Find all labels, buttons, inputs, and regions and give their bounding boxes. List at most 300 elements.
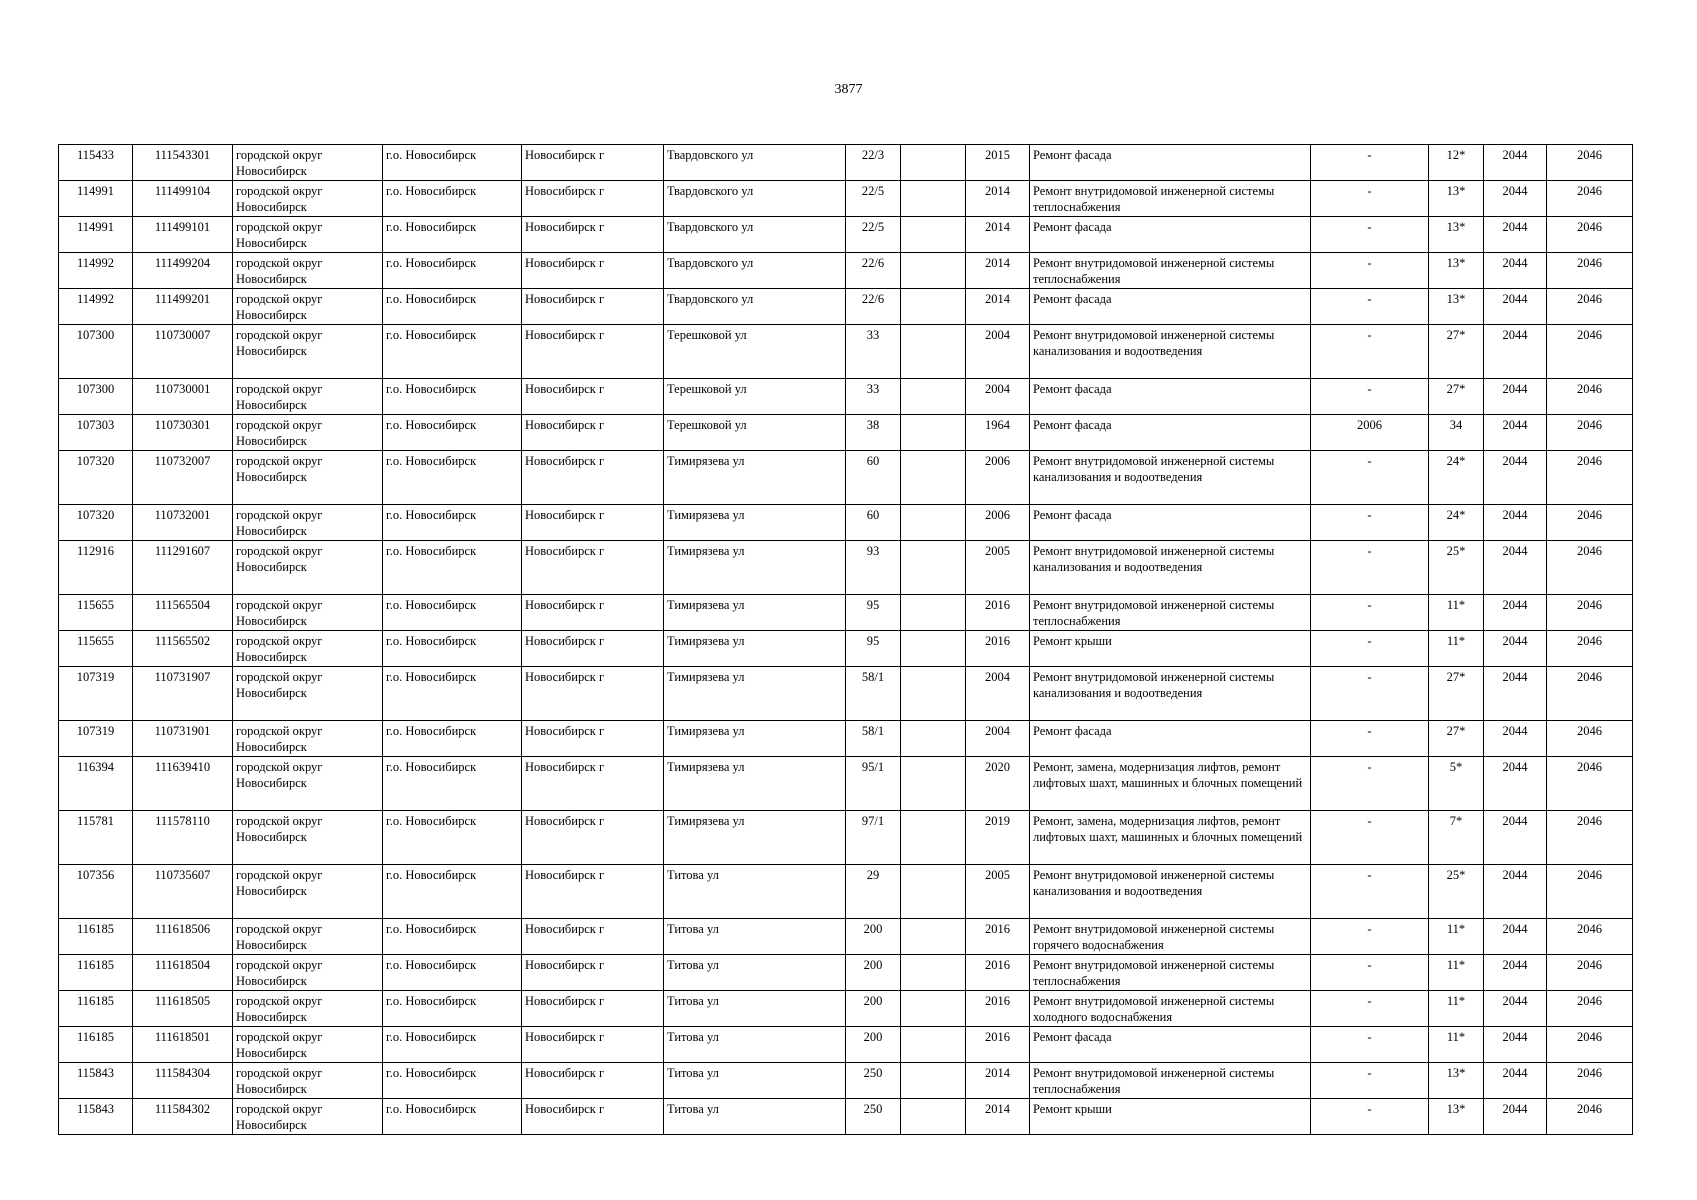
house-id-cell: 112916	[59, 541, 133, 595]
table-row	[59, 253, 1633, 289]
plan-start-year-cell: 2044	[1484, 955, 1547, 991]
table-row	[59, 217, 1633, 253]
district-cell: г.о. Новосибирск	[383, 757, 522, 811]
city-cell: Новосибирск г	[522, 667, 664, 721]
plan-start-year-cell: 2044	[1484, 217, 1547, 253]
last-repair-year-cell: -	[1311, 955, 1429, 991]
city-cell: Новосибирск г	[522, 181, 664, 217]
work-type-cell: Ремонт внутридомовой инженерной системы холодного водоснабжения	[1030, 991, 1311, 1027]
plan-start-year-cell: 2044	[1484, 667, 1547, 721]
district-cell: г.о. Новосибирск	[383, 145, 522, 181]
plan-end-year-cell: 2046	[1547, 991, 1633, 1027]
table-row	[59, 757, 1633, 811]
house-number-cell: 58/1	[846, 667, 901, 721]
table-row	[59, 505, 1633, 541]
house-id-cell: 115655	[59, 631, 133, 667]
plan-end-year-cell: 2046	[1547, 289, 1633, 325]
house-id-cell: 115781	[59, 811, 133, 865]
building-cell	[901, 1063, 966, 1099]
city-cell: Новосибирск г	[522, 1099, 664, 1135]
last-repair-year-cell: -	[1311, 757, 1429, 811]
table-row	[59, 379, 1633, 415]
district-cell: г.о. Новосибирск	[383, 919, 522, 955]
city-cell: Новосибирск г	[522, 631, 664, 667]
work-type-cell: Ремонт внутридомовой инженерной системы теплоснабжения	[1030, 181, 1311, 217]
last-repair-year-cell: -	[1311, 811, 1429, 865]
record-id-cell: 110731907	[133, 667, 233, 721]
municipality-cell: городской округ Новосибирск	[233, 595, 383, 631]
building-cell	[901, 667, 966, 721]
municipality-cell: городской округ Новосибирск	[233, 991, 383, 1027]
record-id-cell: 111499204	[133, 253, 233, 289]
work-type-cell: Ремонт внутридомовой инженерной системы теплоснабжения	[1030, 1063, 1311, 1099]
house-id-cell: 107300	[59, 325, 133, 379]
work-type-cell: Ремонт фасада	[1030, 145, 1311, 181]
street-cell: Твардовского ул	[664, 253, 846, 289]
table-row	[59, 991, 1633, 1027]
house-number-cell: 22/5	[846, 181, 901, 217]
house-id-cell: 115433	[59, 145, 133, 181]
plan-start-year-cell: 2044	[1484, 1099, 1547, 1135]
commission-year-cell: 2016	[966, 631, 1030, 667]
work-type-cell: Ремонт крыши	[1030, 1099, 1311, 1135]
street-cell: Тимирязева ул	[664, 541, 846, 595]
work-type-cell: Ремонт внутридомовой инженерной системы канализования и водоотведения	[1030, 667, 1311, 721]
house-id-cell: 116394	[59, 757, 133, 811]
commission-year-cell: 2006	[966, 505, 1030, 541]
work-type-cell: Ремонт крыши	[1030, 631, 1311, 667]
record-id-cell: 111618506	[133, 919, 233, 955]
plan-end-year-cell: 2046	[1547, 325, 1633, 379]
street-cell: Тимирязева ул	[664, 505, 846, 541]
district-cell: г.о. Новосибирск	[383, 415, 522, 451]
district-cell: г.о. Новосибирск	[383, 721, 522, 757]
page-number: 3877	[834, 82, 863, 97]
city-cell: Новосибирск г	[522, 415, 664, 451]
building-cell	[901, 595, 966, 631]
house-number-cell: 95	[846, 631, 901, 667]
street-cell: Титова ул	[664, 919, 846, 955]
table-row	[59, 289, 1633, 325]
plan-start-year-cell: 2044	[1484, 145, 1547, 181]
service-life-cell: 27*	[1429, 667, 1484, 721]
district-cell: г.о. Новосибирск	[383, 865, 522, 919]
plan-end-year-cell: 2046	[1547, 919, 1633, 955]
work-type-cell: Ремонт фасада	[1030, 721, 1311, 757]
building-cell	[901, 181, 966, 217]
last-repair-year-cell: -	[1311, 595, 1429, 631]
last-repair-year-cell: -	[1311, 253, 1429, 289]
building-cell	[901, 541, 966, 595]
house-id-cell: 114991	[59, 181, 133, 217]
record-id-cell: 110732001	[133, 505, 233, 541]
commission-year-cell: 2014	[966, 1099, 1030, 1135]
district-cell: г.о. Новосибирск	[383, 289, 522, 325]
commission-year-cell: 2014	[966, 181, 1030, 217]
house-number-cell: 33	[846, 325, 901, 379]
building-cell	[901, 415, 966, 451]
work-type-cell: Ремонт, замена, модернизация лифтов, ремонт лифтовых шахт, машинных и блочных помещений	[1030, 757, 1311, 811]
plan-start-year-cell: 2044	[1484, 541, 1547, 595]
house-number-cell: 22/5	[846, 217, 901, 253]
city-cell: Новосибирск г	[522, 919, 664, 955]
work-type-cell: Ремонт внутридомовой инженерной системы канализования и водоотведения	[1030, 865, 1311, 919]
city-cell: Новосибирск г	[522, 991, 664, 1027]
plan-start-year-cell: 2044	[1484, 991, 1547, 1027]
building-cell	[901, 991, 966, 1027]
street-cell: Титова ул	[664, 1027, 846, 1063]
house-number-cell: 60	[846, 505, 901, 541]
city-cell: Новосибирск г	[522, 451, 664, 505]
street-cell: Тимирязева ул	[664, 757, 846, 811]
municipality-cell: городской округ Новосибирск	[233, 145, 383, 181]
building-cell	[901, 757, 966, 811]
record-id-cell: 111618505	[133, 991, 233, 1027]
house-number-cell: 33	[846, 379, 901, 415]
plan-end-year-cell: 2046	[1547, 541, 1633, 595]
city-cell: Новосибирск г	[522, 955, 664, 991]
record-id-cell: 110732007	[133, 451, 233, 505]
house-number-cell: 200	[846, 1027, 901, 1063]
service-life-cell: 13*	[1429, 289, 1484, 325]
service-life-cell: 11*	[1429, 631, 1484, 667]
house-id-cell: 115843	[59, 1063, 133, 1099]
city-cell: Новосибирск г	[522, 1063, 664, 1099]
table-row	[59, 1099, 1633, 1135]
work-type-cell: Ремонт фасада	[1030, 505, 1311, 541]
district-cell: г.о. Новосибирск	[383, 631, 522, 667]
table-row	[59, 1027, 1633, 1063]
last-repair-year-cell: -	[1311, 289, 1429, 325]
municipality-cell: городской округ Новосибирск	[233, 721, 383, 757]
district-cell: г.о. Новосибирск	[383, 595, 522, 631]
last-repair-year-cell: -	[1311, 721, 1429, 757]
table-row	[59, 919, 1633, 955]
building-cell	[901, 289, 966, 325]
commission-year-cell: 2004	[966, 721, 1030, 757]
commission-year-cell: 1964	[966, 415, 1030, 451]
city-cell: Новосибирск г	[522, 757, 664, 811]
plan-start-year-cell: 2044	[1484, 325, 1547, 379]
district-cell: г.о. Новосибирск	[383, 1099, 522, 1135]
building-cell	[901, 811, 966, 865]
record-id-cell: 111584302	[133, 1099, 233, 1135]
service-life-cell: 7*	[1429, 811, 1484, 865]
district-cell: г.о. Новосибирск	[383, 667, 522, 721]
city-cell: Новосибирск г	[522, 541, 664, 595]
work-type-cell: Ремонт внутридомовой инженерной системы теплоснабжения	[1030, 955, 1311, 991]
record-id-cell: 111618501	[133, 1027, 233, 1063]
commission-year-cell: 2005	[966, 865, 1030, 919]
house-number-cell: 22/3	[846, 145, 901, 181]
registry-body	[59, 145, 1633, 1135]
table-row	[59, 451, 1633, 505]
last-repair-year-cell: -	[1311, 325, 1429, 379]
municipality-cell: городской округ Новосибирск	[233, 1027, 383, 1063]
street-cell: Терешковой ул	[664, 325, 846, 379]
last-repair-year-cell: -	[1311, 991, 1429, 1027]
plan-end-year-cell: 2046	[1547, 217, 1633, 253]
table-row	[59, 721, 1633, 757]
street-cell: Терешковой ул	[664, 379, 846, 415]
municipality-cell: городской округ Новосибирск	[233, 253, 383, 289]
municipality-cell: городской округ Новосибирск	[233, 865, 383, 919]
plan-start-year-cell: 2044	[1484, 379, 1547, 415]
commission-year-cell: 2014	[966, 1063, 1030, 1099]
commission-year-cell: 2016	[966, 595, 1030, 631]
commission-year-cell: 2014	[966, 217, 1030, 253]
table-row	[59, 145, 1633, 181]
house-id-cell: 107356	[59, 865, 133, 919]
street-cell: Титова ул	[664, 1063, 846, 1099]
district-cell: г.о. Новосибирск	[383, 1027, 522, 1063]
record-id-cell: 111618504	[133, 955, 233, 991]
commission-year-cell: 2014	[966, 289, 1030, 325]
work-type-cell: Ремонт внутридомовой инженерной системы горячего водоснабжения	[1030, 919, 1311, 955]
record-id-cell: 111584304	[133, 1063, 233, 1099]
plan-end-year-cell: 2046	[1547, 1099, 1633, 1135]
city-cell: Новосибирск г	[522, 289, 664, 325]
last-repair-year-cell: -	[1311, 379, 1429, 415]
house-id-cell: 115655	[59, 595, 133, 631]
municipality-cell: городской округ Новосибирск	[233, 919, 383, 955]
service-life-cell: 27*	[1429, 721, 1484, 757]
service-life-cell: 27*	[1429, 379, 1484, 415]
street-cell: Тимирязева ул	[664, 451, 846, 505]
district-cell: г.о. Новосибирск	[383, 1063, 522, 1099]
service-life-cell: 24*	[1429, 505, 1484, 541]
house-id-cell: 116185	[59, 955, 133, 991]
last-repair-year-cell: -	[1311, 667, 1429, 721]
plan-end-year-cell: 2046	[1547, 631, 1633, 667]
plan-end-year-cell: 2046	[1547, 1027, 1633, 1063]
work-type-cell: Ремонт внутридомовой инженерной системы канализования и водоотведения	[1030, 451, 1311, 505]
municipality-cell: городской округ Новосибирск	[233, 415, 383, 451]
commission-year-cell: 2016	[966, 955, 1030, 991]
street-cell: Тимирязева ул	[664, 667, 846, 721]
service-life-cell: 13*	[1429, 217, 1484, 253]
district-cell: г.о. Новосибирск	[383, 253, 522, 289]
plan-end-year-cell: 2046	[1547, 955, 1633, 991]
commission-year-cell: 2004	[966, 325, 1030, 379]
last-repair-year-cell: -	[1311, 505, 1429, 541]
record-id-cell: 111291607	[133, 541, 233, 595]
city-cell: Новосибирск г	[522, 217, 664, 253]
work-type-cell: Ремонт фасада	[1030, 1027, 1311, 1063]
house-id-cell: 116185	[59, 991, 133, 1027]
commission-year-cell: 2020	[966, 757, 1030, 811]
municipality-cell: городской округ Новосибирск	[233, 181, 383, 217]
commission-year-cell: 2015	[966, 145, 1030, 181]
commission-year-cell: 2006	[966, 451, 1030, 505]
repair-registry-table	[58, 144, 1633, 1135]
house-number-cell: 58/1	[846, 721, 901, 757]
house-id-cell: 114992	[59, 253, 133, 289]
house-id-cell: 116185	[59, 919, 133, 955]
plan-start-year-cell: 2044	[1484, 415, 1547, 451]
last-repair-year-cell: 2006	[1311, 415, 1429, 451]
record-id-cell: 111499201	[133, 289, 233, 325]
house-number-cell: 93	[846, 541, 901, 595]
street-cell: Твардовского ул	[664, 181, 846, 217]
street-cell: Тимирязева ул	[664, 631, 846, 667]
house-id-cell: 114992	[59, 289, 133, 325]
city-cell: Новосибирск г	[522, 145, 664, 181]
plan-end-year-cell: 2046	[1547, 181, 1633, 217]
municipality-cell: городской округ Новосибирск	[233, 955, 383, 991]
street-cell: Твардовского ул	[664, 289, 846, 325]
house-number-cell: 38	[846, 415, 901, 451]
plan-end-year-cell: 2046	[1547, 451, 1633, 505]
plan-start-year-cell: 2044	[1484, 253, 1547, 289]
work-type-cell: Ремонт фасада	[1030, 379, 1311, 415]
municipality-cell: городской округ Новосибирск	[233, 811, 383, 865]
record-id-cell: 111578110	[133, 811, 233, 865]
service-life-cell: 11*	[1429, 919, 1484, 955]
house-number-cell: 250	[846, 1099, 901, 1135]
plan-end-year-cell: 2046	[1547, 595, 1633, 631]
city-cell: Новосибирск г	[522, 595, 664, 631]
district-cell: г.о. Новосибирск	[383, 325, 522, 379]
house-number-cell: 60	[846, 451, 901, 505]
plan-start-year-cell: 2044	[1484, 1027, 1547, 1063]
building-cell	[901, 253, 966, 289]
plan-end-year-cell: 2046	[1547, 811, 1633, 865]
table-row	[59, 595, 1633, 631]
district-cell: г.о. Новосибирск	[383, 505, 522, 541]
district-cell: г.о. Новосибирск	[383, 991, 522, 1027]
city-cell: Новосибирск г	[522, 379, 664, 415]
plan-end-year-cell: 2046	[1547, 757, 1633, 811]
plan-end-year-cell: 2046	[1547, 379, 1633, 415]
record-id-cell: 110730001	[133, 379, 233, 415]
commission-year-cell: 2016	[966, 1027, 1030, 1063]
building-cell	[901, 217, 966, 253]
service-life-cell: 24*	[1429, 451, 1484, 505]
building-cell	[901, 325, 966, 379]
record-id-cell: 111543301	[133, 145, 233, 181]
work-type-cell: Ремонт внутридомовой инженерной системы теплоснабжения	[1030, 595, 1311, 631]
plan-start-year-cell: 2044	[1484, 451, 1547, 505]
city-cell: Новосибирск г	[522, 505, 664, 541]
building-cell	[901, 379, 966, 415]
city-cell: Новосибирск г	[522, 721, 664, 757]
building-cell	[901, 451, 966, 505]
plan-end-year-cell: 2046	[1547, 253, 1633, 289]
service-life-cell: 25*	[1429, 865, 1484, 919]
street-cell: Твардовского ул	[664, 217, 846, 253]
record-id-cell: 111499101	[133, 217, 233, 253]
plan-end-year-cell: 2046	[1547, 667, 1633, 721]
district-cell: г.о. Новосибирск	[383, 181, 522, 217]
service-life-cell: 11*	[1429, 955, 1484, 991]
municipality-cell: городской округ Новосибирск	[233, 451, 383, 505]
building-cell	[901, 865, 966, 919]
building-cell	[901, 955, 966, 991]
service-life-cell: 11*	[1429, 595, 1484, 631]
work-type-cell: Ремонт внутридомовой инженерной системы канализования и водоотведения	[1030, 325, 1311, 379]
building-cell	[901, 145, 966, 181]
municipality-cell: городской округ Новосибирск	[233, 379, 383, 415]
table-row	[59, 1063, 1633, 1099]
commission-year-cell: 2016	[966, 991, 1030, 1027]
table-row	[59, 541, 1633, 595]
service-life-cell: 13*	[1429, 253, 1484, 289]
city-cell: Новосибирск г	[522, 253, 664, 289]
table-row	[59, 415, 1633, 451]
house-number-cell: 250	[846, 1063, 901, 1099]
work-type-cell: Ремонт фасада	[1030, 289, 1311, 325]
city-cell: Новосибирск г	[522, 1027, 664, 1063]
plan-end-year-cell: 2046	[1547, 865, 1633, 919]
street-cell: Терешковой ул	[664, 415, 846, 451]
plan-start-year-cell: 2044	[1484, 865, 1547, 919]
last-repair-year-cell: -	[1311, 1099, 1429, 1135]
table-row	[59, 811, 1633, 865]
service-life-cell: 11*	[1429, 1027, 1484, 1063]
street-cell: Тимирязева ул	[664, 811, 846, 865]
house-id-cell: 107303	[59, 415, 133, 451]
last-repair-year-cell: -	[1311, 217, 1429, 253]
house-id-cell: 116185	[59, 1027, 133, 1063]
street-cell: Титова ул	[664, 991, 846, 1027]
record-id-cell: 110735607	[133, 865, 233, 919]
municipality-cell: городской округ Новосибирск	[233, 757, 383, 811]
table-row	[59, 667, 1633, 721]
municipality-cell: городской округ Новосибирск	[233, 541, 383, 595]
commission-year-cell: 2004	[966, 667, 1030, 721]
house-number-cell: 200	[846, 991, 901, 1027]
house-id-cell: 107319	[59, 667, 133, 721]
municipality-cell: городской округ Новосибирск	[233, 217, 383, 253]
building-cell	[901, 919, 966, 955]
house-number-cell: 200	[846, 955, 901, 991]
house-id-cell: 107320	[59, 505, 133, 541]
work-type-cell: Ремонт внутридомовой инженерной системы теплоснабжения	[1030, 253, 1311, 289]
street-cell: Титова ул	[664, 1099, 846, 1135]
district-cell: г.о. Новосибирск	[383, 379, 522, 415]
plan-start-year-cell: 2044	[1484, 757, 1547, 811]
plan-end-year-cell: 2046	[1547, 505, 1633, 541]
street-cell: Титова ул	[664, 865, 846, 919]
building-cell	[901, 1099, 966, 1135]
plan-start-year-cell: 2044	[1484, 721, 1547, 757]
plan-end-year-cell: 2046	[1547, 1063, 1633, 1099]
last-repair-year-cell: -	[1311, 181, 1429, 217]
municipality-cell: городской округ Новосибирск	[233, 631, 383, 667]
plan-end-year-cell: 2046	[1547, 721, 1633, 757]
last-repair-year-cell: -	[1311, 1027, 1429, 1063]
building-cell	[901, 1027, 966, 1063]
record-id-cell: 111565502	[133, 631, 233, 667]
municipality-cell: городской округ Новосибирск	[233, 1063, 383, 1099]
plan-start-year-cell: 2044	[1484, 595, 1547, 631]
plan-start-year-cell: 2044	[1484, 631, 1547, 667]
house-id-cell: 115843	[59, 1099, 133, 1135]
street-cell: Тимирязева ул	[664, 595, 846, 631]
table-row	[59, 955, 1633, 991]
municipality-cell: городской округ Новосибирск	[233, 667, 383, 721]
last-repair-year-cell: -	[1311, 919, 1429, 955]
work-type-cell: Ремонт внутридомовой инженерной системы канализования и водоотведения	[1030, 541, 1311, 595]
work-type-cell: Ремонт фасада	[1030, 415, 1311, 451]
service-life-cell: 13*	[1429, 1063, 1484, 1099]
table-row	[59, 865, 1633, 919]
building-cell	[901, 505, 966, 541]
work-type-cell: Ремонт, замена, модернизация лифтов, ремонт лифтовых шахт, машинных и блочных помещений	[1030, 811, 1311, 865]
last-repair-year-cell: -	[1311, 541, 1429, 595]
city-cell: Новосибирск г	[522, 811, 664, 865]
